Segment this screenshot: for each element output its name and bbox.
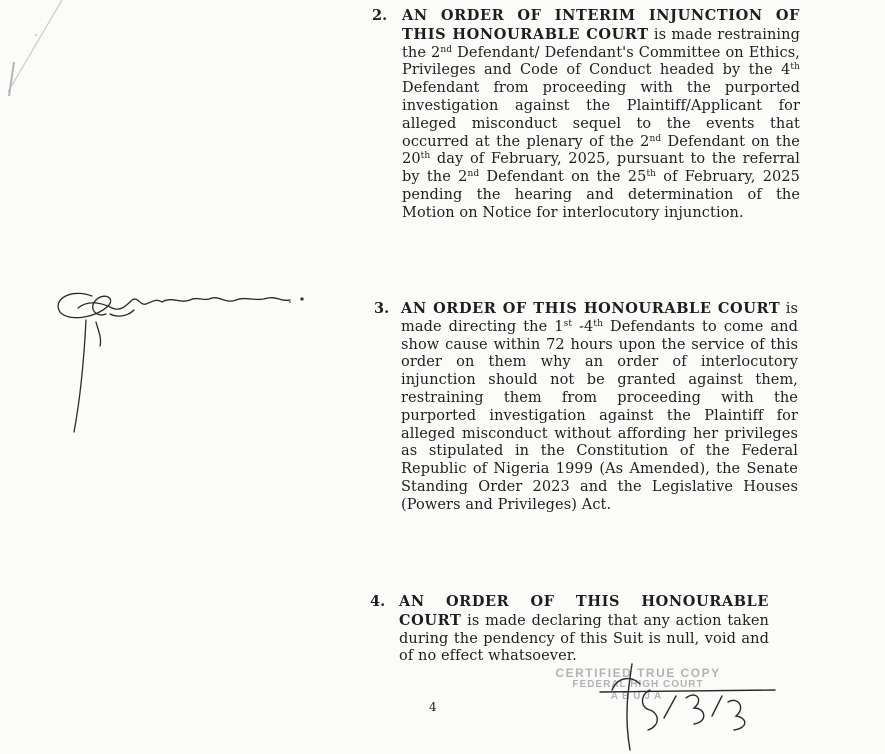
order-text: AN ORDER OF INTERIM INJUNCTION OF THIS HONOURABLE COURT is made restraining the 2nd Defendant/ Defendant's Committee on Ethics, Privileges and Code of Conduct headed by the 4th Defendant from proceeding with the purported investigation against the Plaintiff/Applicant for alleged misconduct sequel to the events that occurred at the plenary of the 2nd Defendant on the 20th day of February, 2025, pursuant to the referral by the 2nd Defendant on the 25th of February, 2025 pending the hearing and determination of the Motion on Notice for interlocutory injunction. <box>402 7 800 221</box>
order-heading: AN ORDER OF THIS HONOURABLE COURT <box>399 593 769 629</box>
order-heading: AN ORDER OF INTERIM INJUNCTION OF THIS HONOURABLE COURT <box>402 7 800 43</box>
order-heading: AN ORDER OF THIS HONOURABLE COURT <box>401 300 781 317</box>
order-number: 3. <box>374 300 390 317</box>
order-number: 2. <box>372 7 388 24</box>
order-text: AN ORDER OF THIS HONOURABLE COURT is made directing the 1st -4th Defendants to come and show cause within 72 hours upon the service of this order on them why an order of interlocutory injunction should not be granted against them, restraining them from proceeding with the purported investigation against the Plaintiff for alleged misconduct without affording her privileges as stipulated in the Constitution of the Federal Republic of Nigeria 1999 (As Amended), the Senate Standing Order 2023 and the Legislative Houses (Powers and Privileges) Act. <box>401 300 798 513</box>
order-text: AN ORDER OF THIS HONOURABLE COURT is made declaring that any action taken during the pendency of this Suit is null, void and of no effect whatsoever. <box>399 593 769 665</box>
page-number: 4 <box>429 700 437 714</box>
stamp-line-3: ABUJA <box>610 691 666 702</box>
order-number: 4. <box>370 593 386 610</box>
stamp-line-1: CERTIFIED TRUE COPY <box>555 666 721 680</box>
stamp-line-2: FEDERAL HIGH COURT <box>572 679 704 690</box>
